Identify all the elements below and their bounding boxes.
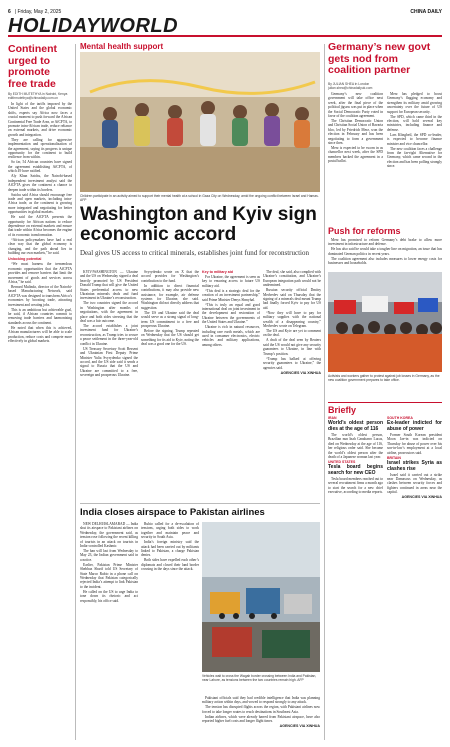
india-story-paragraph: Indian airlines, which were already barred from Pakistani airspace, have also reported higher fuel costs and longer flight times.	[202, 714, 320, 724]
left-story-paragraph: He noted that when this is achieved, African manufacturers will be able to scale production, reduce costs and compete more effectively in global markets.	[8, 325, 72, 344]
briefs-col-2	[387, 416, 442, 740]
section-masthead	[8, 15, 442, 37]
page-number: 6	[8, 8, 11, 15]
germany-story-col-1	[328, 92, 383, 224]
germany-story-byline: By JULIAN SHEA in London julian.shea@chinadailyuk.com	[328, 82, 373, 90]
india-story-paragraph: NEW DELHI/ISLAMABAD — India shut its airspace to Pakistani airlines on Wednesday, the government said, as tension rose following the recent killing of tourists in an attack on tourists in India-controlled Kashmir.	[80, 522, 138, 549]
main-story-subhead: Key to military aid	[202, 270, 233, 274]
germany-story-paragraph: Merz is expected to be sworn in as chancellor next week, after the SPD members backed the agreement in a postal ballot.	[328, 146, 383, 164]
india-photo-caption: Vehicles wait to cross the Wagah border crossing between India and Pakistan, near Lahore, as tensions between the two countries remain high. AFP	[202, 674, 317, 682]
brief-body: The world’s oldest person, Brazilian nun Inah Canabarro Lucas, died on Wednesday at the age of 116, her religious order said. She became the world’s oldest person after the death of a Japanese woman last year.	[328, 433, 383, 460]
main-story-paragraph: For Ukraine, the agreement is seen as key to ensuring access to future US military aid.	[202, 275, 260, 288]
brief-headline: World’s oldest person dies at the age of 116	[328, 420, 383, 433]
brief-location-tag: UNITED STATES	[328, 460, 356, 465]
brief-location-tag: BRITAIN	[387, 455, 401, 460]
gaza-children-photo	[80, 52, 320, 192]
germany-story-paragraph: The SPD, which came third in the election, will hold several key ministries, including finance and defense.	[387, 114, 442, 132]
main-story-paragraph: Before the signing, Trump repeated on Wednesday that the US should get something for its aid to Kyiv, noting the deal was a good one for the US.	[141, 329, 199, 347]
section-title: HOLIDAYWORLD	[8, 15, 179, 37]
main-story-paragraph: “This is truly an equal and good international deal on joint investment in the development and restoration of Ukraine between the governments of the United States and Ukraine.”	[202, 302, 260, 325]
brief-body: Former South Korean president Moon Jae-in was indicted on Thursday for abuse of power over his son-in-law’s employment at a local airline, prosecutors said.	[387, 433, 442, 455]
paper-name: CHINA DAILY	[410, 8, 442, 15]
briefs-divider	[328, 402, 442, 403]
germany-story-paragraph: Merz has pledged to boost Germany’s flagging economy and strengthen its military amid growing uncertainty over the future of US support for European security.	[387, 92, 442, 114]
brief-headline: Ex-leader indicted for abuse of power	[387, 420, 442, 433]
left-story-paragraph: Aly Khan Satchu, the Nairobi-based independent investment analyst said the AfCFTA gives the continent a chance to deepen trade within its borders.	[8, 174, 72, 192]
main-story-paragraph: Svyrydenko wrote on X that the accord provides for Washington’s contribution to the fund.	[141, 270, 199, 283]
left-story-paragraph: Satchu said Africa should encourage free trade and open markets, including intra-Africa trade, as the continent is growing more integrated and negotiating for better opportunities in global markets.	[8, 192, 72, 215]
mental-health-tag: Mental health support	[80, 42, 164, 51]
india-story-headline: India closes airspace to Pakistan airlines	[80, 507, 265, 518]
briefs-col-1	[328, 416, 383, 740]
main-story-col-1	[80, 270, 138, 500]
germany-story-headline: Germany’s new govt gets nod from coalition partner	[328, 41, 431, 76]
germany-story-paragraph: The new coalition faces a challenge from the far-right Alternative for Germany, which came second in the election and has been polling strongly since.	[387, 146, 442, 169]
india-story-paragraph: The tension has disrupted flights across the region, with Pakistani airlines now forced to take longer routes to reach destinations in Southeast Asia.	[202, 705, 320, 714]
germany-story-col-2	[387, 92, 442, 224]
left-story-paragraph: In light of the tariffs imposed by the United States and the global economic shifts, experts say Africa now faces a crucial moment to push forward the African Continental Free Trade Area, or AfCFTA, to promote intra-African trade, reduce reliance on external markets, and drive economic growth and integration.	[8, 102, 72, 137]
germany-story-paragraph: He has also said he would take a tougher line on migration, an issue that has dominated German politics in recent years.	[328, 247, 442, 256]
germany-story-subhead: Push for reforms	[328, 226, 401, 236]
main-story-paragraph: The US and Ukraine said the deal would serve as a strong signal of long-term US commitment to a free and prosperous Ukraine.	[141, 310, 199, 329]
brief-item	[328, 460, 383, 495]
main-story-agency: AGENCIES VIA XINHUA	[280, 370, 321, 375]
germany-photo-caption: Activists and workers gather to protest against job losses in Germany, as the new coalition government prepares to take office.	[328, 374, 440, 382]
germany-story-paragraph: Merz has promised to reform Germany’s debt brake to allow more investment in infrastructure and defense.	[328, 238, 442, 247]
germany-protest-photo	[328, 272, 442, 372]
left-story-paragraph: “We must harness the tremendous economic opportunities that the AfCFTA provides and remove barriers that limit the movement of goods and services across Africa,” he said.	[8, 262, 72, 284]
india-story-agency: AGENCIES VIA XINHUA	[279, 724, 320, 729]
brief-location-tag: SOUTH KOREA	[387, 416, 413, 420]
left-story-paragraph: So far, 54 African countries have signed the agreement establishing AfCFTA, of which 49 have ratified.	[8, 160, 72, 174]
brief-item	[328, 416, 383, 459]
mental-health-caption: Children participate in an activity aimed to support their mental health at a school in Gaza City on Wednesday, amid the ongoing conflict between Israel and Hamas. AFP	[80, 194, 319, 202]
left-story-headline: Continent urged to promote free trade	[8, 44, 57, 90]
india-story-paragraph: The ban will last from Wednesday to May 23, the Indian government said in a notice.	[80, 549, 138, 562]
brief-headline: Tesla board begins search for new CEO	[328, 464, 383, 477]
left-story-paragraph: Bernard Mulinda, director of the Nairobi-based Manufacturing Network, said AfCFTA was designed to transform Africa’s economies by boosting trade, attracting investment and creating jobs.	[8, 285, 72, 307]
main-story-deck: Deal gives US access to critical minerals, establishes joint fund for reconstruction	[80, 249, 309, 257]
main-story-paragraph: KYIV/WASHINGTON — Ukraine and the US on Wednesday signed a deal heavily promoted by US President Donald Trump that will give the United States preferential access to new Ukrainian minerals deals and fund investment in Ukraine’s reconstruction.	[80, 270, 138, 301]
main-story-paragraph: US Treasury Secretary Scott Bessent and Ukrainian First Deputy Prime Minister Yulia Svyrydenko signed the accord, and the US side said it sends a signal to Russia that the US and Ukraine are committed to a free, sovereign and prosperous Ukraine.	[80, 346, 138, 378]
india-story-paragraph: He called on the US to urge India to tone down its rhetoric and act responsibly, his office said.	[80, 589, 138, 603]
brief-item	[387, 456, 442, 495]
main-story-paragraph: The US and Kyiv are yet to comment on the deal.	[263, 329, 321, 338]
germany-story-paragraph: Lars Klingbeil, the SPD co-leader, is expected to become finance minister and vice chancellor.	[387, 132, 442, 146]
issue-date: | Friday, May 2, 2025	[14, 8, 62, 15]
germany-story-paragraph: The Christian Democratic Union and Christian Social Union of Bavaria bloc, led by Friedrich Merz, won the election in February and has been negotiating to form a government since then.	[328, 119, 383, 146]
main-story-paragraph: The deal, she said, also complied with Ukraine’s constitution, and Ukraine’s European integration path would not be undermined.	[263, 270, 321, 288]
india-story-paragraph: Both sides have expelled each other’s diplomats and closed their land border crossing in the days since the attack.	[141, 558, 199, 572]
brief-item	[387, 416, 442, 455]
india-story-paragraph: Rubio called for a de-escalation of tensions, urging both sides to work together and maintain peace and security in South Asia.	[141, 522, 199, 540]
border-crossing-photo	[202, 522, 320, 672]
main-story-paragraph: “This deal is a strategic deal for the creation of an investment partnership,” said Prime Minister Denys Shmyhal.	[202, 288, 260, 302]
germany-story-paragraph: The coalition agreement also includes measures to lower energy costs for businesses and households.	[328, 256, 442, 266]
brief-location-tag: IRAN	[328, 416, 337, 420]
india-story-col-3	[202, 696, 320, 740]
left-story	[8, 44, 72, 740]
india-story-paragraph: Pakistani officials said they had credible intelligence that India was planning military action within days, and vowed to respond strongly to any attack.	[202, 696, 320, 705]
left-story-paragraph: “African policymakers have had a real clear way that the global economy is changing, and the path ahead lies in building our own markets,” he said.	[8, 237, 72, 255]
india-story-paragraph: Earlier, Pakistan Prime Minister Shehbaz Sharif told US Secretary of State Marco Rubio in a phone call on Wednesday that Pakistan categorically rejected India’s attempt to link Pakistan to the incident.	[80, 562, 138, 589]
column-divider	[324, 44, 325, 740]
germany-story-paragraph: Germany’s new coalition government will take office next week, after the final piece of the political jigsaw was put in place when the Social Democratic Party voted in favor of the coalition agreement.	[328, 92, 383, 119]
story-divider	[80, 503, 320, 504]
main-story-paragraph: The accord establishes a joint investment fund for Ukraine’s reconstruction, as Trump tries to secure a peace settlement in the three-year-old conflict in Ukraine.	[80, 324, 138, 346]
main-story-paragraph: Russian security official Dmitry Medvedev said on Thursday that the signing of a minerals deal meant Trump had finally forced Kyiv to pay for US aid.	[263, 288, 321, 310]
main-story-paragraph: “Now they will have to pay for military supplies with the national wealth of a disappearing country,” Medvedev wrote on Telegram.	[263, 310, 321, 329]
main-story-headline: Washington and Kyiv sign economic accord	[80, 204, 317, 245]
main-story-paragraph: “Trump has balked at offering security guarantees to Ukraine,” the agencies said.	[263, 356, 321, 370]
brief-body: Israel said it carried out a strike near Damascus on Wednesday, as clashes between security forces and fighters continued in areas near the capital.	[387, 472, 442, 495]
india-story-paragraph: India’s foreign ministry said the attack had been carried out by militants linked to Pakistan, a charge Pakistan denies.	[141, 540, 199, 558]
briefs-header: Briefly	[328, 405, 357, 415]
left-story-body	[8, 102, 72, 255]
left-story-byline: By EDITH MUTETHYA in Nairobi, Kenya edithmutethya@chinadaily.com.cn	[8, 92, 68, 100]
main-story-paragraph: The two countries signed the accord in Washington after months of negotiations, with the agreement in place and both sides stressing that the deal was a fair outcome.	[80, 301, 138, 324]
india-story-col-2	[141, 522, 199, 740]
main-story-paragraph: Ukraine is rich in natural resources, including rare earth metals, which are used in consumer electronics, electric vehicles and military applications, among others.	[202, 325, 260, 347]
main-story-col-4	[263, 270, 321, 500]
germany-story-col-3	[328, 238, 442, 270]
left-story-subhead: Unlocking potential	[8, 257, 42, 262]
left-story-paragraph: They are calling for aggressive implementation and operationalization of the agreement, saying its progress is unique opportunity for the continent to build resilience from within.	[8, 137, 72, 160]
main-story-paragraph: In addition to direct financial contributions, it may also provide new assistance, for example, air defense systems for Ukraine, she said. Washington did not directly address that suggestion.	[141, 283, 199, 310]
left-story-body-2	[8, 262, 72, 343]
main-story-col-3	[202, 270, 260, 500]
brief-body: Tesla board members reached out to several recruitment firms a month ago to start the search for a new chief executive, according to media reports.	[328, 477, 383, 495]
left-story-paragraph: He said the AfCFTA presents the opportunity for African nations to reduce dependence on external markets and ensure that trade within Africa becomes the engine of its economic transformation.	[8, 215, 72, 237]
brief-headline: Israel strikes Syria as clashes rise	[387, 460, 442, 472]
briefs-agency: AGENCIES VIA XINHUA	[401, 495, 442, 500]
column-divider	[75, 44, 76, 740]
india-story-col-1	[80, 522, 138, 740]
main-story-col-2	[141, 270, 199, 500]
left-story-paragraph: This is an ambitious but achievable goal, he said, if African countries commit to removing trade barriers and harmonizing standards across the continent.	[8, 307, 72, 325]
main-story-paragraph: A draft of the deal seen by Reuters said the US would not give any security guarantees to Ukraine, in line with Trump’s position.	[263, 338, 321, 356]
